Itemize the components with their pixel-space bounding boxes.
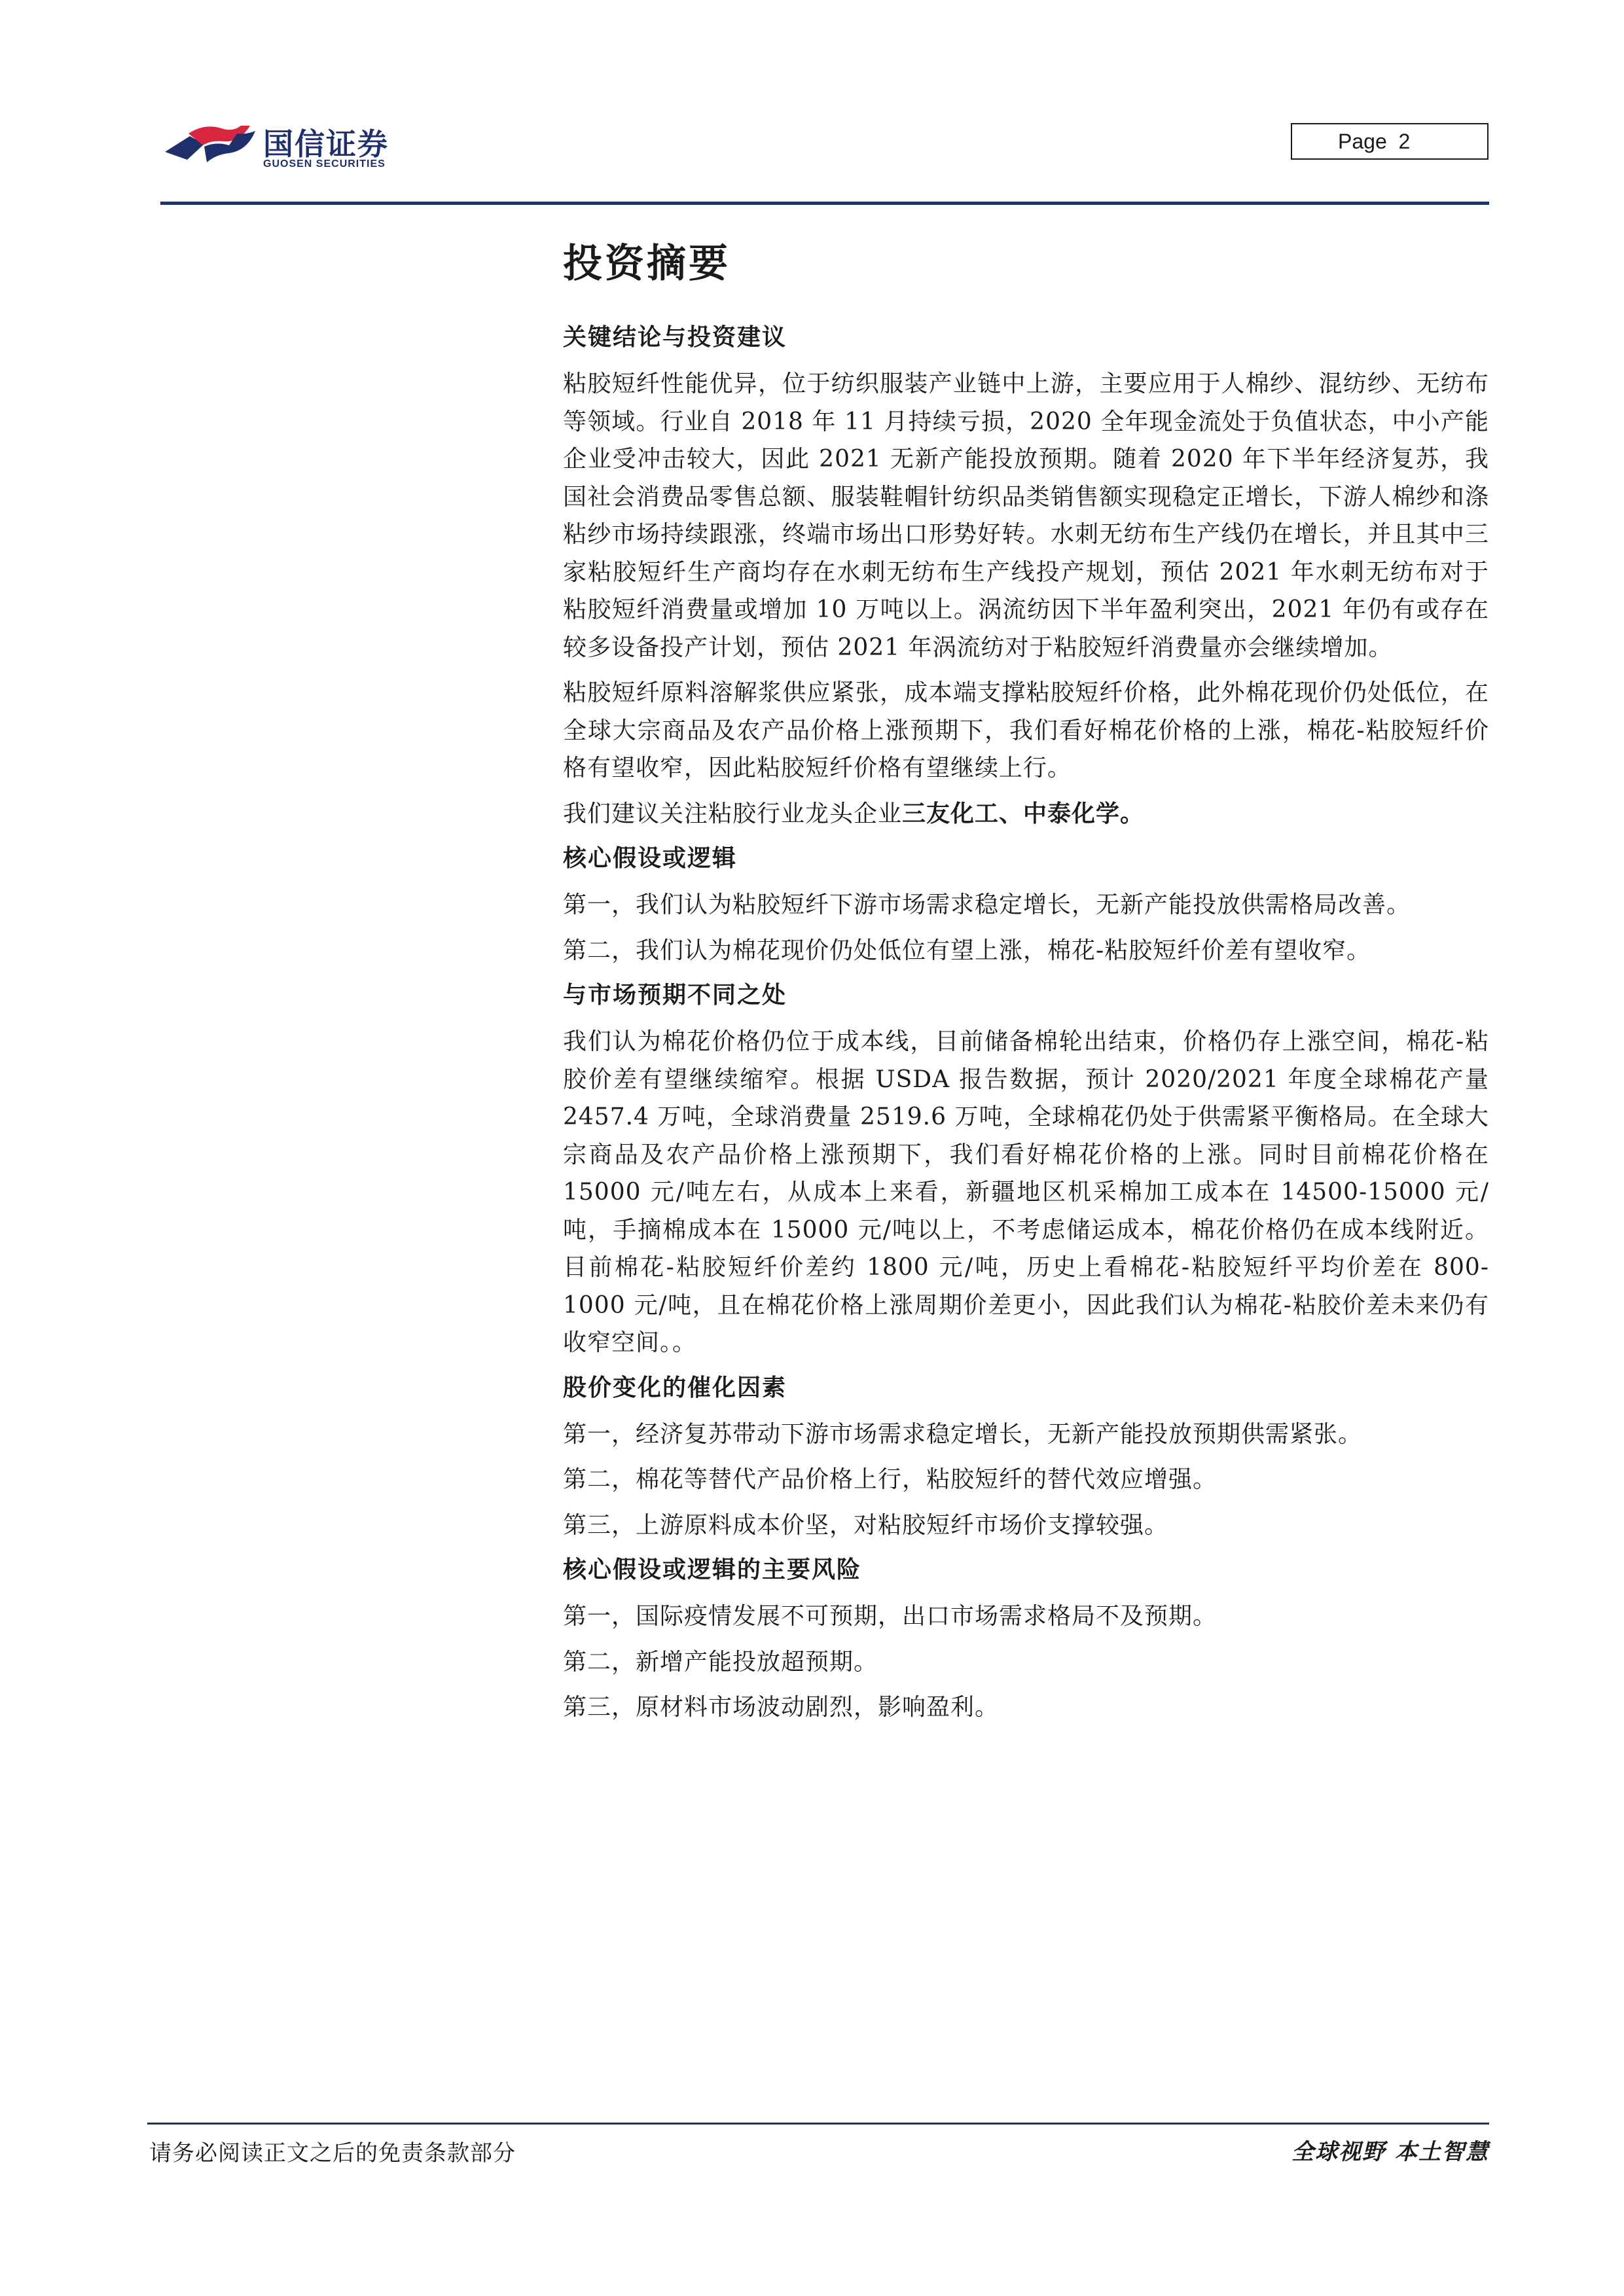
page-number: 2: [1398, 129, 1411, 153]
page-gap: [1387, 130, 1399, 154]
paragraph: 我们认为棉花价格仍位于成本线，目前储备棉轮出结束，价格仍存上涨空间，棉花-粘胶价差有望继续缩窄。根据 USDA 报告数据，预计 2020/2021 年度全球棉花产量 2457.4 万吨，全球消费量 2519.6 万吨，全球棉花仍处于供需紧平衡格局。在全球大宗商品及农产品价格上涨预期下，我们看好棉花价格的上涨。同时目前棉花价格在 15000 元/吨左右，从成本上来看，新疆地区机采棉加工成本在 14500-15000 元/吨，手摘棉成本在 15000 元/吨以上，不考虑储运成本，棉花价格仍在成本线附近。目前棉花-粘胶短纤价差约 1800 元/吨，历史上看棉花-粘胶短纤平均价差在 800-1000 元/吨，且在棉花价格上涨周期价差更小，因此我们认为棉花-粘胶价差未来仍有收窄空间。。: [563, 1028, 1489, 1356]
page-title: 投资摘要: [563, 241, 731, 287]
footer-divider: [147, 2123, 1489, 2125]
main-content: [563, 236, 1489, 1734]
footer-disclaimer: 请务必阅读正文之后的免责条款部分: [149, 2140, 516, 2166]
section-heading-key-conclusions: 关键结论与投资建议: [563, 324, 787, 351]
list-item: 第二，新增产能投放超预期。: [563, 1648, 878, 1676]
section-heading-core-assumptions: 核心假设或逻辑: [563, 845, 738, 872]
company-logo: [164, 111, 412, 183]
list-item: 第三，上游原料成本价坚，对粘胶短纤市场价支撑较强。: [563, 1511, 1169, 1539]
logo-mark-icon: [164, 111, 262, 183]
list-item: 第三，原材料市场波动剧烈，影响盈利。: [563, 1694, 1000, 1721]
footer-slogan: 全球视野 本土智慧: [1291, 2139, 1489, 2165]
page-number-box: [1291, 123, 1489, 160]
logo-english-name: GUOSEN SECURITIES: [263, 158, 386, 170]
list-item: 第二，我们认为棉花现价仍处低位有望上涨，棉花-粘胶短纤价差有望收窄。: [563, 937, 1371, 964]
recommendation-line: [563, 795, 1489, 833]
section-heading-risks: 核心假设或逻辑的主要风险: [563, 1556, 862, 1583]
list-item: 第一，经济复苏带动下游市场需求稳定增长，无新产能投放预期供需紧张。: [563, 1420, 1363, 1448]
paragraph: 粘胶短纤性能优异，位于纺织服装产业链中上游，主要应用于人棉纱、混纺纱、无纺布等领域。行业自 2018 年 11 月持续亏损，2020 全年现金流处于负值状态，中小产能企业受冲击较大，因此 2021 无新产能投放预期。随着 2020 年下半年经济复苏，我国社会消费品零售总额、服装鞋帽针纺织品类销售额实现稳定正增长，下游人棉纱和涤粘纱市场持续跟涨，终端市场出口形势好转。水刺无纺布生产线仍在增长，并且其中三家粘胶短纤生产商均存在水刺无纺布生产线投产规划，预估 2021 年水刺无纺布对于粘胶短纤消费量或增加 10 万吨以上。涡流纺因下半年盈利突出，2021 年仍有或存在较多设备投产计划，预估 2021 年涡流纺对于粘胶短纤消费量亦会继续增加。: [563, 370, 1489, 661]
section-heading-differences: 与市场预期不同之处: [563, 982, 787, 1009]
recommended-companies: 三友化工、中泰化学。: [902, 800, 1145, 827]
logo-chinese-name: 国信证券: [263, 126, 389, 162]
list-item: 第一，国际疫情发展不可预期，出口市场需求格局不及预期。: [563, 1603, 1218, 1630]
paragraph: 粘胶短纤原料溶解浆供应紧张，成本端支撑粘胶短纤价格，此外棉花现价仍处低位，在全球大宗商品及农产品价格上涨预期下，我们看好棉花价格的上涨，棉花-粘胶短纤价格有望收窄，因此粘胶短纤价格有望继续上行。: [563, 679, 1489, 781]
list-item: 第二，棉花等替代产品价格上行，粘胶短纤的替代效应增强。: [563, 1466, 1218, 1493]
recommendation-text: 我们建议关注粘胶行业龙头企业: [563, 800, 903, 827]
page-label: Page: [1338, 129, 1387, 153]
header-divider: [160, 202, 1489, 205]
list-item: 第一，我们认为粘胶短纤下游市场需求稳定增长，无新产能投放供需格局改善。: [563, 891, 1411, 918]
section-heading-catalysts: 股价变化的催化因素: [563, 1374, 787, 1401]
